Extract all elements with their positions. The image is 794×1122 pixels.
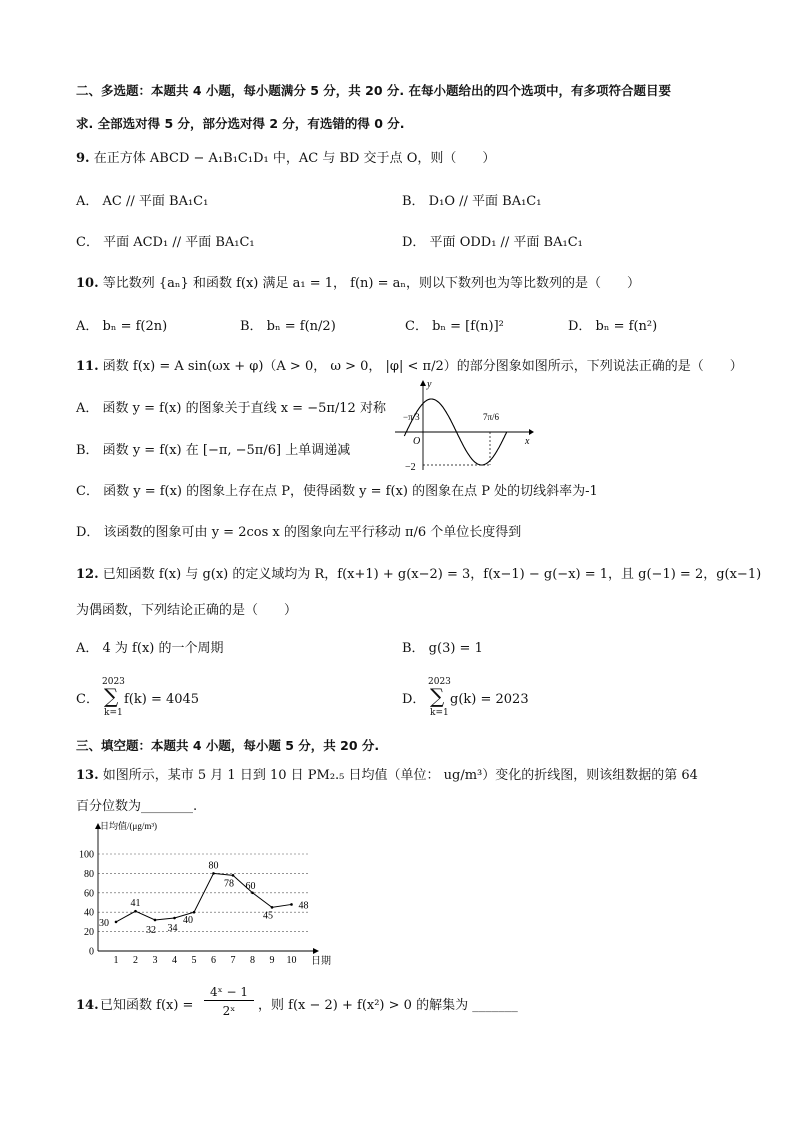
data-point — [134, 910, 137, 913]
y-axis-label: y — [427, 379, 432, 390]
x-tick-label: 2 — [133, 955, 138, 966]
question-stem: 已知函数 f(x) 与 g(x) 的定义域均为 R，f(x+1) + g(x−2) = 3，f(x−1) − g(−x) = 1，且 g(−1) = 2，g(x−1) — [102, 567, 762, 582]
right-zero-label: 7π/6 — [483, 412, 500, 422]
question-14 — [76, 985, 676, 1025]
q9-option-b: B． D₁O // 平面 BA₁C₁ — [402, 194, 542, 209]
question-number: 11. — [76, 359, 99, 374]
data-point — [115, 921, 118, 924]
data-point — [232, 874, 235, 877]
data-label: 34 — [167, 923, 178, 935]
stem-prefix: 已知函数 f(x) = — [100, 998, 194, 1013]
y-tick-label: 100 — [79, 849, 94, 861]
q9-option-a: A． AC // 平面 BA₁C₁ — [76, 194, 209, 209]
data-label: 32 — [146, 924, 156, 936]
data-point — [154, 919, 157, 922]
fraction-numerator: 4ˣ − 1 — [204, 985, 254, 1001]
section-2-title-line1: 二、多选题：本题共 4 小题，每小题满分 5 分，共 20 分. 在每小题给出的四个选项中，有多项符合题目要 — [76, 83, 672, 98]
x-tick-label: 4 — [172, 955, 177, 966]
question-12-line2: 为偶函数，下列结论正确的是（ ） — [76, 603, 298, 618]
q10-option-c: C． bₙ = [f(n)]² — [405, 319, 504, 334]
data-point — [193, 911, 196, 914]
y-axis-arrow — [420, 380, 426, 386]
question-stem: 如图所示，某市 5 月 1 日到 10 日 PM₂.₅ 日均值（单位： ug/m³）变化的折线图，则该组数据的第 64 — [102, 768, 698, 783]
data-label: 45 — [263, 910, 273, 922]
q10-option-a: A． bₙ = f(2n) — [76, 319, 168, 334]
chart-x-ticks — [114, 955, 297, 966]
x-tick-label: 9 — [269, 955, 275, 966]
question-number: 10. — [76, 276, 99, 291]
chart-points — [99, 860, 309, 936]
data-label: 78 — [224, 878, 234, 890]
min-value-label: −2 — [405, 462, 416, 473]
q11-option-c: C． 函数 y = f(x) 的图象上存在点 P，使得函数 y = f(x) 的图象在点 P 处的切线斜率为-1 — [76, 484, 598, 499]
chart-x-axis-arrow — [313, 948, 319, 954]
question-13-line1 — [76, 767, 698, 785]
question-stem: 函数 f(x) = A sin(ωx + φ)（A > 0， ω > 0， |φ| < π/2）的部分图象如图所示，下列说法正确的是（ ） — [102, 359, 743, 374]
question-stem: 等比数列 {aₙ} 和函数 f(x) 满足 a₁ = 1， f(n) = aₙ，则以下数列也为等比数列的是（ ） — [102, 276, 641, 291]
sum-expression: f(k) = 4045 — [124, 692, 200, 707]
x-axis-arrow — [529, 429, 534, 435]
sum-upper-limit: 2023 — [428, 677, 451, 687]
q11-option-d: D． 该函数的图象可由 y = 2cos x 的图象向左平行移动 π/6 个单位长度得到 — [76, 525, 522, 540]
x-tick-label: 10 — [286, 955, 297, 966]
sigma-icon: ∑ — [104, 684, 119, 708]
option-label: D． — [402, 692, 426, 707]
section-2-title-line2: 求. 全部选对得 5 分，部分选对得 2 分，有选错的得 0 分. — [76, 116, 405, 131]
chart-x-axis-label: 日期 — [311, 956, 331, 967]
y-tick-label: 20 — [84, 927, 94, 939]
chart-y-axis-label: 日均值/(μg/m³) — [100, 821, 158, 831]
x-axis-label: x — [525, 436, 530, 447]
y-tick-label: 0 — [89, 946, 94, 958]
sum-expression: g(k) = 2023 — [450, 692, 529, 707]
fraction-denominator: 2ˣ — [222, 1004, 236, 1018]
sum-lower-limit: k=1 — [430, 708, 449, 718]
question-9 — [76, 150, 495, 168]
data-label: 48 — [298, 900, 309, 912]
data-label: 60 — [245, 880, 256, 892]
sum-lower-limit: k=1 — [104, 708, 123, 718]
question-10 — [76, 275, 640, 293]
sum-upper-limit: 2023 — [102, 677, 125, 687]
data-label: 41 — [130, 898, 141, 910]
x-tick-label: 5 — [191, 955, 197, 966]
q10-option-b: B． bₙ = f(n/2) — [240, 319, 336, 334]
data-point — [271, 906, 274, 909]
question-number: 12. — [76, 567, 99, 582]
origin-label: O — [413, 436, 421, 447]
data-point — [212, 872, 215, 875]
data-label: 30 — [99, 917, 109, 929]
pm25-line-chart — [70, 818, 340, 968]
data-point — [173, 917, 176, 920]
left-zero-label: −π/3 — [403, 412, 420, 422]
x-tick-label: 6 — [211, 955, 216, 966]
x-tick-label: 1 — [113, 955, 119, 966]
x-tick-label: 7 — [230, 955, 236, 966]
question-12-line1 — [76, 566, 761, 584]
q10-option-d: D． bₙ = f(n²) — [568, 319, 658, 334]
stem-suffix: ，则 f(x − 2) + f(x²) > 0 的解集为 _______ — [258, 998, 518, 1013]
x-tick-label: 8 — [250, 955, 255, 966]
q9-option-c: C． 平面 ACD₁ // 平面 BA₁C₁ — [76, 235, 255, 250]
y-tick-label: 40 — [84, 907, 94, 919]
q11-sine-graph — [393, 372, 535, 474]
q11-option-b: B． 函数 y = f(x) 在 [−π, −5π/6] 上单调递减 — [76, 443, 351, 458]
option-label: C． — [76, 692, 99, 707]
q12-option-b: B． g(3) = 1 — [402, 641, 483, 656]
question-number: 9. — [76, 151, 90, 166]
data-point — [290, 903, 293, 906]
data-point — [251, 892, 254, 895]
sigma-icon: ∑ — [430, 684, 445, 708]
data-label: 80 — [208, 860, 219, 872]
question-13-line2: 百分位数为________. — [76, 799, 198, 814]
q9-option-d: D． 平面 ODD₁ // 平面 BA₁C₁ — [402, 235, 583, 250]
x-tick-label: 3 — [152, 955, 158, 966]
data-label: 40 — [183, 915, 193, 927]
question-stem: 在正方体 ABCD − A₁B₁C₁D₁ 中，AC 与 BD 交于点 O，则（ ） — [93, 151, 496, 166]
question-number: 14. — [76, 998, 99, 1013]
y-tick-label: 60 — [84, 888, 94, 900]
section-3-title: 三、填空题：本题共 4 小题，每小题 5 分，共 20 分. — [76, 738, 380, 753]
q12-option-a: A． 4 为 f(x) 的一个周期 — [76, 641, 224, 656]
chart-y-ticks — [79, 850, 94, 958]
y-tick-label: 80 — [84, 868, 94, 880]
question-number: 13. — [76, 768, 99, 783]
q11-option-a: A． 函数 y = f(x) 的图象关于直线 x = −5π/12 对称 — [76, 401, 386, 416]
